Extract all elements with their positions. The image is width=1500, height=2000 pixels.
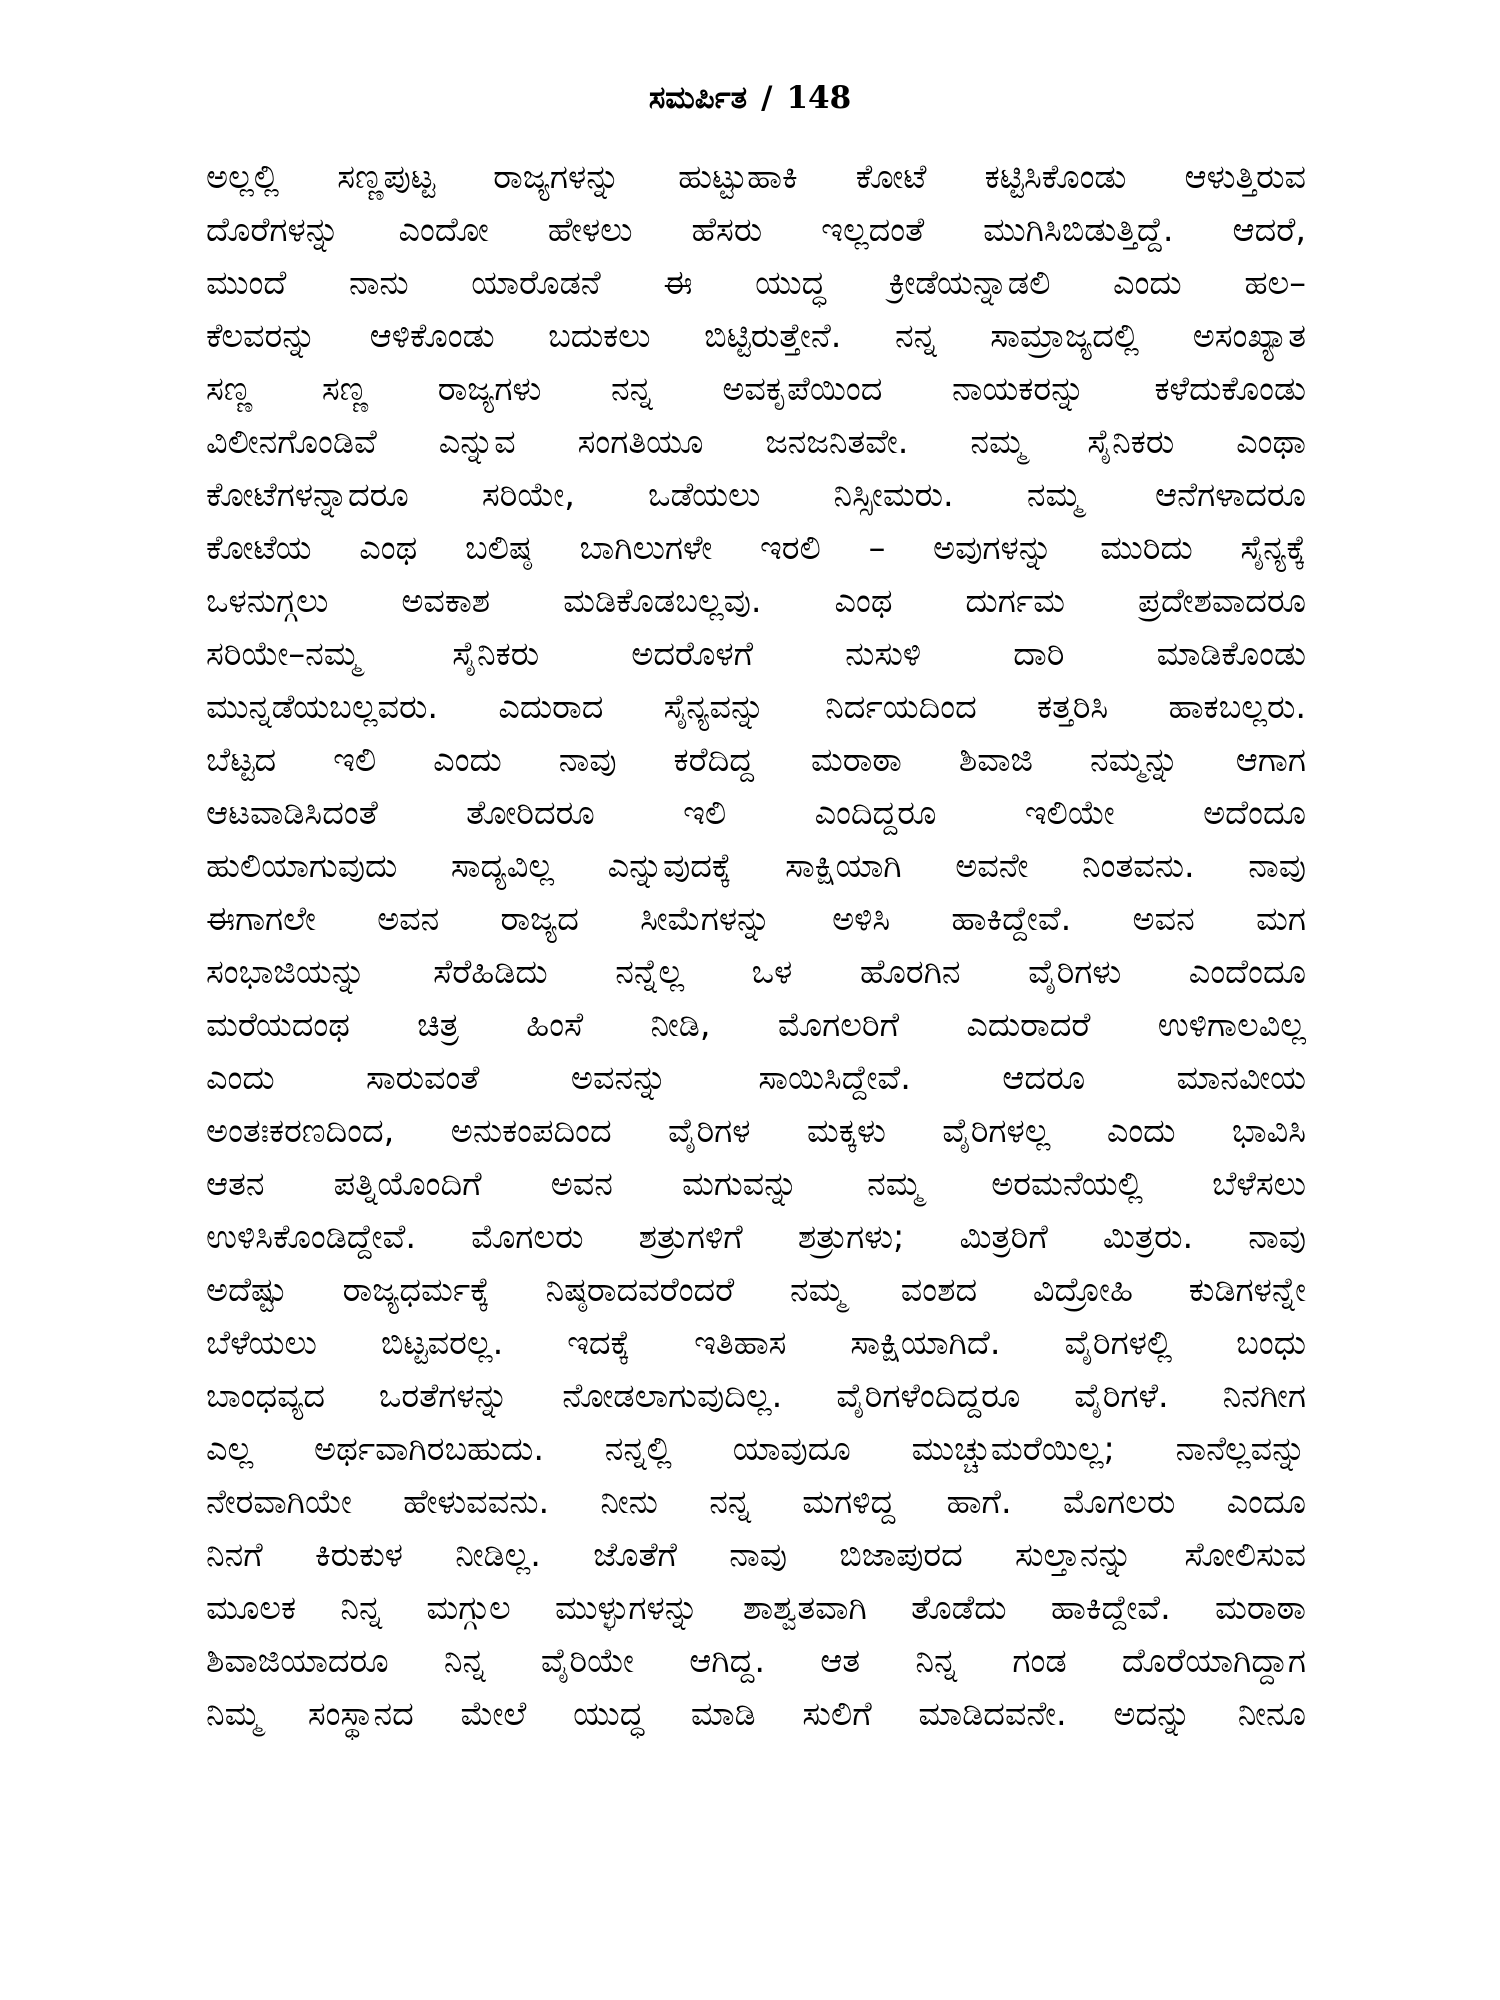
page-number: 148	[786, 80, 852, 116]
text-line: ಸಣ್ಣ ಸಣ್ಣ ರಾಜ್ಯಗಳು ನನ್ನ ಅವಕೃಪೆಯಿಂದ ನಾಯಕರನ್ನು ಕಳೆದುಕೊಂಡು	[206, 369, 1306, 408]
text-line: ನಿನಗೆ ಕಿರುಕುಳ ನೀಡಿಲ್ಲ. ಜೊತೆಗೆ ನಾವು ಬಿಜಾಪುರದ ಸುಲ್ತಾನನ್ನು ಸೋಲಿಸುವ	[206, 1535, 1306, 1574]
text-line: ಶಿವಾಜಿಯಾದರೂ ನಿನ್ನ ವೈರಿಯೇ ಆಗಿದ್ದ. ಆತ ನಿನ್ನ ಗಂಡ ದೊರೆಯಾಗಿದ್ದಾಗ	[206, 1641, 1306, 1680]
text-line: ಆಟವಾಡಿಸಿದಂತೆ ತೋರಿದರೂ ಇಲಿ ಎಂದಿದ್ದರೂ ಇಲಿಯೇ ಅದೆಂದೂ	[206, 793, 1306, 832]
text-line: ಕೋಟೆಗಳನ್ನಾದರೂ ಸರಿಯೇ, ಒಡೆಯಲು ನಿಸ್ಸೀಮರು. ನಮ್ಮ ಆನೆಗಳಾದರೂ	[206, 475, 1306, 514]
text-line: ಉಳಿಸಿಕೊಂಡಿದ್ದೇವೆ. ಮೊಗಲರು ಶತ್ರುಗಳಿಗೆ ಶತ್ರುಗಳು; ಮಿತ್ರರಿಗೆ ಮಿತ್ರರು. ನಾವು	[206, 1217, 1306, 1256]
text-line: ಎಂದು ಸಾರುವಂತೆ ಅವನನ್ನು ಸಾಯಿಸಿದ್ದೇವೆ. ಆದರೂ ಮಾನವೀಯ	[206, 1058, 1306, 1097]
text-line: ಅಂತಃಕರಣದಿಂದ, ಅನುಕಂಪದಿಂದ ವೈರಿಗಳ ಮಕ್ಕಳು ವೈರಿಗಳಲ್ಲ ಎಂದು ಭಾವಿಸಿ	[206, 1111, 1306, 1150]
text-line: ಅಲ್ಲಲ್ಲಿ ಸಣ್ಣಪುಟ್ಟ ರಾಜ್ಯಗಳನ್ನು ಹುಟ್ಟುಹಾಕಿ ಕೋಟೆ ಕಟ್ಟಿಸಿಕೊಂಡು ಆಳುತ್ತಿರುವ	[206, 157, 1306, 196]
text-line: ಆತನ ಪತ್ನಿಯೊಂದಿಗೆ ಅವನ ಮಗುವನ್ನು ನಮ್ಮ ಅರಮನೆಯಲ್ಲಿ ಬೆಳೆಸಲು	[206, 1164, 1306, 1203]
text-line: ಬೆಳೆಯಲು ಬಿಟ್ಟವರಲ್ಲ. ಇದಕ್ಕೆ ಇತಿಹಾಸ ಸಾಕ್ಷಿಯಾಗಿದೆ. ವೈರಿಗಳಲ್ಲಿ ಬಂಧು	[206, 1323, 1306, 1362]
text-line: ಸಂಭಾಜಿಯನ್ನು ಸೆರೆಹಿಡಿದು ನನ್ನೆಲ್ಲ ಒಳ ಹೊರಗಿನ ವೈರಿಗಳು ಎಂದೆಂದೂ	[206, 952, 1306, 991]
text-line: ಮರೆಯದಂಥ ಚಿತ್ರ ಹಿಂಸೆ ನೀಡಿ, ಮೊಗಲರಿಗೆ ಎದುರಾದರೆ ಉಳಿಗಾಲವಿಲ್ಲ	[206, 1005, 1306, 1044]
text-line: ವಿಲೀನಗೊಂಡಿವೆ ಎನ್ನುವ ಸಂಗತಿಯೂ ಜನಜನಿತವೇ. ನಮ್ಮ ಸೈನಿಕರು ಎಂಥಾ	[206, 422, 1306, 461]
running-header	[0, 68, 1500, 128]
text-line: ನಿಮ್ಮ ಸಂಸ್ಥಾನದ ಮೇಲೆ ಯುದ್ಧ ಮಾಡಿ ಸುಲಿಗೆ ಮಾಡಿದವನೇ. ಅದನ್ನು ನೀನೂ	[206, 1694, 1306, 1733]
header-separator: /	[761, 80, 773, 116]
text-line: ಕೆಲವರನ್ನು ಆಳಿಕೊಂಡು ಬದುಕಲು ಬಿಟ್ಟಿರುತ್ತೇನೆ. ನನ್ನ ಸಾಮ್ರಾಜ್ಯದಲ್ಲಿ ಅಸಂಖ್ಯಾತ	[206, 316, 1306, 355]
text-line: ಮುಂದೆ ನಾನು ಯಾರೊಡನೆ ಈ ಯುದ್ಧ ಕ್ರೀಡೆಯನ್ನಾಡಲಿ ಎಂದು ಹಲ–	[206, 263, 1306, 302]
text-line: ಎಲ್ಲ ಅರ್ಥವಾಗಿರಬಹುದು. ನನ್ನಲ್ಲಿ ಯಾವುದೂ ಮುಚ್ಚುಮರೆಯಿಲ್ಲ; ನಾನೆಲ್ಲವನ್ನು	[206, 1429, 1306, 1468]
text-line: ಮೂಲಕ ನಿನ್ನ ಮಗ್ಗುಲ ಮುಳ್ಳುಗಳನ್ನು ಶಾಶ್ವತವಾಗಿ ತೊಡೆದು ಹಾಕಿದ್ದೇವೆ. ಮರಾಠಾ	[206, 1588, 1306, 1627]
text-line: ಬಾಂಧವ್ಯದ ಒರತೆಗಳನ್ನು ನೋಡಲಾಗುವುದಿಲ್ಲ. ವೈರಿಗಳೆಂದಿದ್ದರೂ ವೈರಿಗಳೆ. ನಿನಗೀಗ	[206, 1376, 1306, 1415]
body-text	[206, 150, 1306, 1740]
text-line: ಹುಲಿಯಾಗುವುದು ಸಾದ್ಯವಿಲ್ಲ ಎನ್ನುವುದಕ್ಕೆ ಸಾಕ್ಷಿಯಾಗಿ ಅವನೇ ನಿಂತವನು. ನಾವು	[206, 846, 1306, 885]
text-line: ಅದೆಷ್ಟು ರಾಜ್ಯಧರ್ಮಕ್ಕೆ ನಿಷ್ಠರಾದವರೆಂದರೆ ನಮ್ಮ ವಂಶದ ವಿದ್ರೋಹಿ ಕುಡಿಗಳನ್ನೇ	[206, 1270, 1306, 1309]
text-line: ಒಳನುಗ್ಗಲು ಅವಕಾಶ ಮಡಿಕೊಡಬಲ್ಲವು. ಎಂಥ ದುರ್ಗಮ ಪ್ರದೇಶವಾದರೂ	[206, 581, 1306, 620]
text-line: ಈಗಾಗಲೇ ಅವನ ರಾಜ್ಯದ ಸೀಮೆಗಳನ್ನು ಅಳಿಸಿ ಹಾಕಿದ್ದೇವೆ. ಅವನ ಮಗ	[206, 899, 1306, 938]
book-title: ಸಮರ್ಪಿತ	[648, 80, 748, 116]
text-line: ಸರಿಯೇ–ನಮ್ಮ ಸೈನಿಕರು ಅದರೊಳಗೆ ನುಸುಳಿ ದಾರಿ ಮಾಡಿಕೊಂಡು	[206, 634, 1306, 673]
text-line: ಬೆಟ್ಟದ ಇಲಿ ಎಂದು ನಾವು ಕರೆದಿದ್ದ ಮರಾಠಾ ಶಿವಾಜಿ ನಮ್ಮನ್ನು ಆಗಾಗ	[206, 740, 1306, 779]
text-line: ನೇರವಾಗಿಯೇ ಹೇಳುವವನು. ನೀನು ನನ್ನ ಮಗಳಿದ್ದ ಹಾಗೆ. ಮೊಗಲರು ಎಂದೂ	[206, 1482, 1306, 1521]
text-line: ಮುನ್ನಡೆಯಬಲ್ಲವರು. ಎದುರಾದ ಸೈನ್ಯವನ್ನು ನಿರ್ದಯದಿಂದ ಕತ್ತರಿಸಿ ಹಾಕಬಲ್ಲರು.	[206, 687, 1306, 726]
text-line: ದೊರೆಗಳನ್ನು ಎಂದೋ ಹೇಳಲು ಹೆಸರು ಇಲ್ಲದಂತೆ ಮುಗಿಸಿಬಿಡುತ್ತಿದ್ದೆ. ಆದರೆ,	[206, 210, 1306, 249]
text-line: ಕೋಟೆಯ ಎಂಥ ಬಲಿಷ್ಠ ಬಾಗಿಲುಗಳೇ ಇರಲಿ – ಅವುಗಳನ್ನು ಮುರಿದು ಸೈನ್ಯಕ್ಕೆ	[206, 528, 1306, 567]
